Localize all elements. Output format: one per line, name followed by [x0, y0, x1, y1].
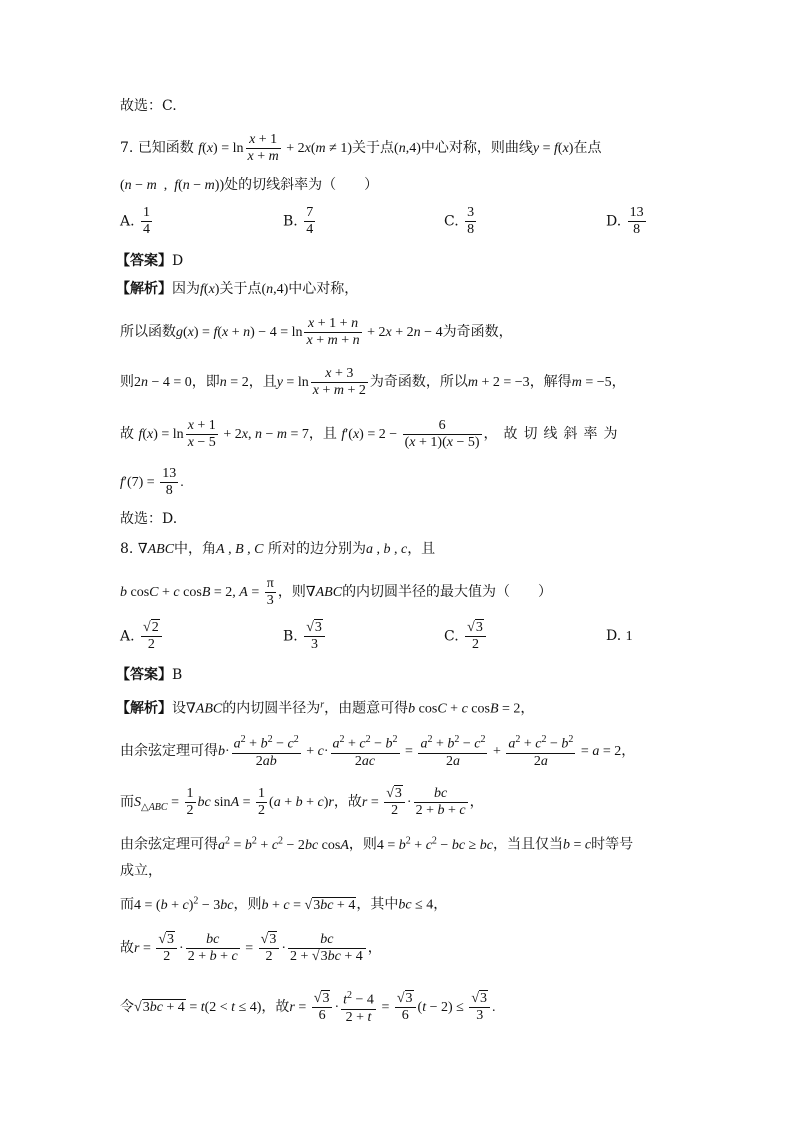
q7-statement-line1: 7. 已知函数 f(x) = ln $\frac{x + 1}{x + m}$ + 2x(m ≠ 1)关于点(n,4)中心对称，则曲线y = f(x)在点 [120, 132, 602, 165]
q8-statement-line1: 8. ∇ABC中，角A , B , C 所对的边分别为a , b , c，且 [120, 541, 436, 557]
q8-option-a: A. $\frac{√2}{2}$ [120, 620, 164, 653]
q8-statement-line2: b cosC + c cosB = 2, A = $\frac{\pi}{3}$ ，则∇ABC的内切圆半径的最大值为（ ） [120, 576, 553, 609]
q7-number: 7. [120, 139, 134, 156]
q7-answer: 【答案】D [116, 253, 184, 269]
q7-option-a: A. $\frac{1}{4}$ [120, 205, 151, 238]
q7-fraction: $\frac{x + 1}{x + m}$ [247, 132, 279, 165]
q7-conclusion: 故选：D. [120, 511, 178, 527]
q8-analysis-line3: 而$S_{\triangle ABC}$ = $\frac{1}{2}$ bc sinA = $\frac{1}{2}$ (a + b + c)r，故r = $\frac{√3}{2}$ · $\frac{bc}{2 + b + c}$ ， [120, 786, 484, 819]
q6-conclusion: 故选：C. [120, 98, 177, 114]
q8-answer: 【答案】B [116, 667, 183, 683]
q7-statement-line2: (n − m , f(n − m))处的切线斜率为（ ） [120, 177, 379, 193]
q8-analysis-line2: 由余弦定理可得b· $\frac{a^2 + b^2 - c^2}{2ab}$ + c· $\frac{a^2 + c^2 - b^2}{2ac}$ = $\frac{a^2 + b^2 - c^2}{2a}$ + $\frac{a^2 + c^2 - b^2}{2a}$ = a = 2， [120, 734, 636, 769]
q8-option-d: D. 1 [606, 628, 633, 644]
q8-analysis-line5: 成立， [120, 863, 162, 879]
q7-option-c: C. $\frac{3}{8}$ [444, 205, 475, 238]
q8-analysis-line6: 而$4 = (b + c)^2 - 3bc$，则b + c = √3bc + 4，其中bc ≤ 4， [120, 895, 448, 913]
q8-analysis-line1: 【解析】设∇ABC的内切圆半径为$^r$，由题意可得b cosC + c cosB = 2， [116, 699, 535, 717]
q8-number: 8. [120, 541, 134, 557]
q8-analysis-line8: 令√3bc + 4 = t(2 < t ≤ 4)，故r = $\frac{√3}{6}$ · $\frac{t^2 - 4}{2 + t}$ = $\frac{√3}{6}$ (t − 2) ≤ $\frac{√3}{3}$ . [120, 990, 496, 1025]
q7-analysis-line4: 故 f(x) = ln $\frac{x + 1}{x - 5}$ + 2x, n − m = 7，且 f′(x) = 2 − $\frac{6}{(x + 1)(x - 5)}$ ，故切线斜率为 [120, 418, 624, 451]
q7-option-b: B. $\frac{7}{4}$ [283, 205, 314, 238]
q8-analysis-line7: 故r = $\frac{√3}{2}$ · $\frac{bc}{2 + b + c}$ = $\frac{√3}{2}$ · $\frac{bc}{2 + √3bc + 4}$ ， [120, 932, 382, 965]
q8-analysis-line4: 由余弦定理可得$a^2 = b^2 + c^2 - 2bc$ cosA，则$4 = b^2 + c^2$ − bc ≥ bc，当且仅当b = c时等号 [120, 835, 634, 853]
q7-analysis-line2: 所以函数g(x) = f(x + n) − 4 = ln $\frac{x + 1 + n}{x + m + n}$ + 2x + 2n − 4为奇函数， [120, 316, 513, 349]
q7-analysis-line1: 【解析】因为f(x)关于点(n,4)中心对称， [116, 281, 359, 297]
q7-analysis-line3: 则2n − 4 = 0，即n = 2，且y = ln $\frac{x + 3}{x + m + 2}$ 为奇函数，所以m + 2 = −3，解得m = −5， [120, 366, 626, 399]
q8-option-b: B. $\frac{√3}{3}$ [283, 620, 327, 653]
q7-analysis-line5: f′(7) = $\frac{13}{8}$ . [120, 466, 184, 499]
q7-option-d: D. $\frac{13}{8}$ [606, 205, 644, 238]
q8-option-c: C. $\frac{√3}{2}$ [444, 620, 488, 653]
